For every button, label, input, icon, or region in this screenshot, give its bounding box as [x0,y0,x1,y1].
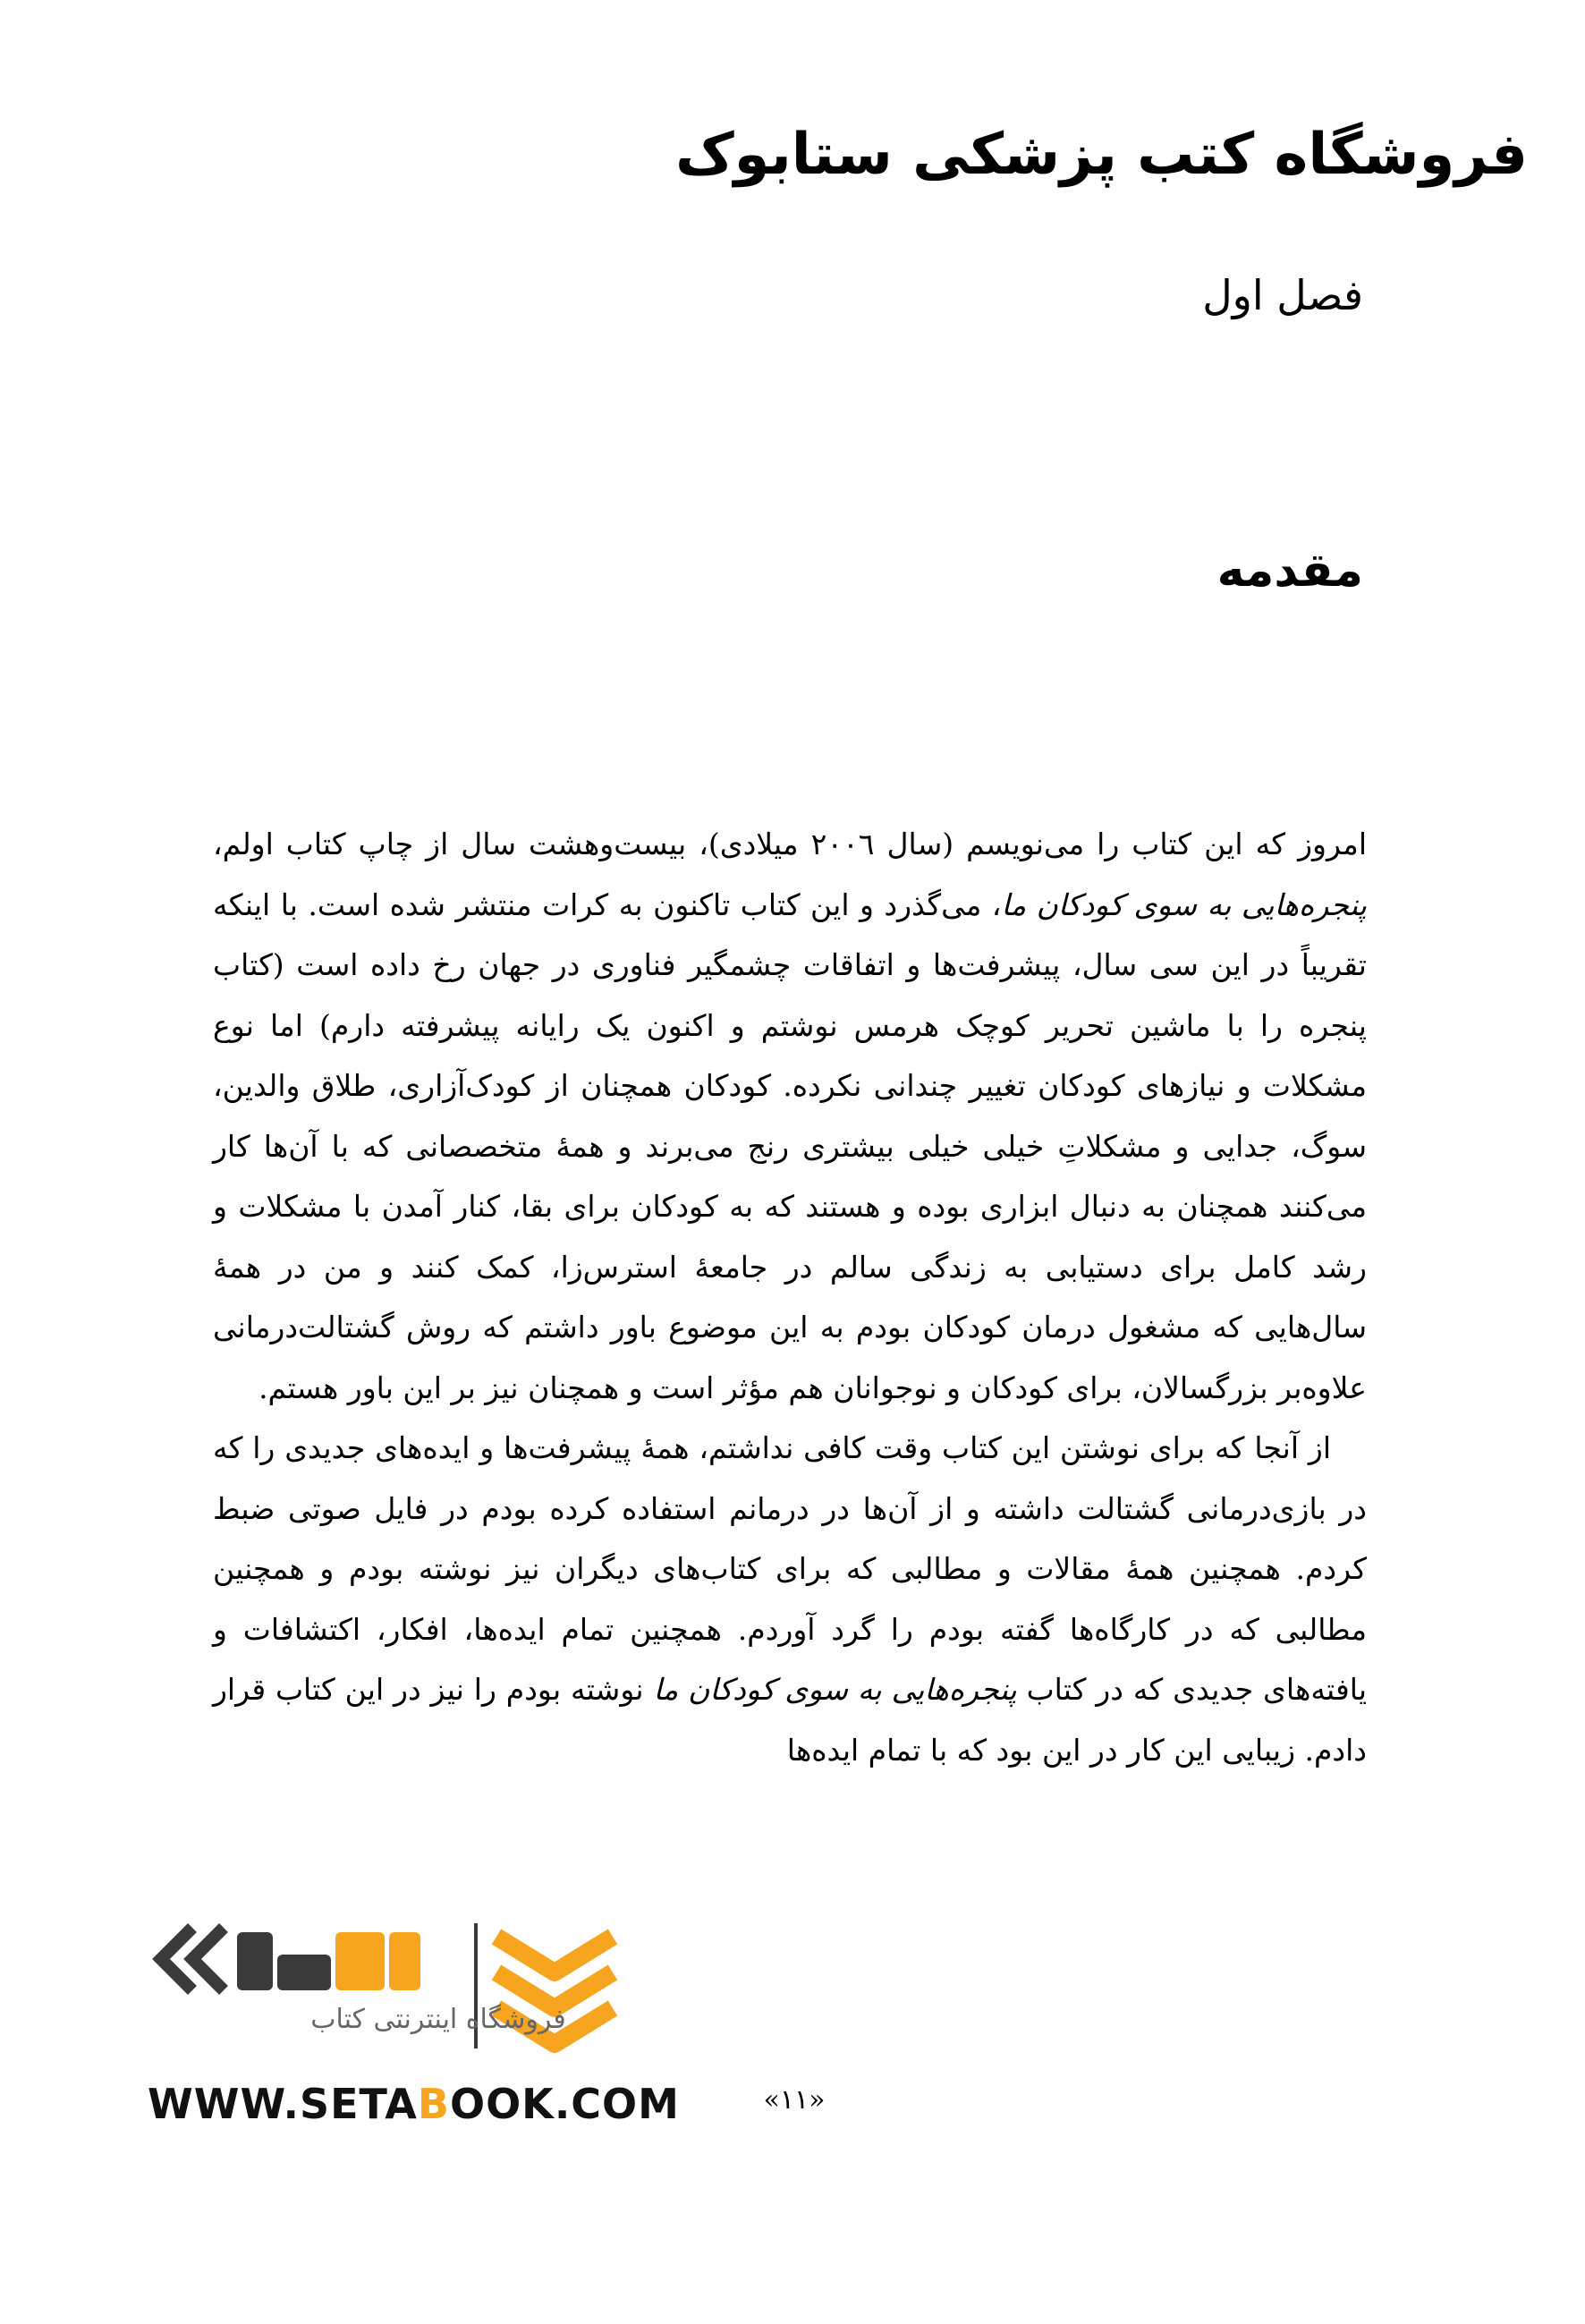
paragraph-1 [213,814,1367,1418]
paragraph-2-part-a: از آنجا که برای نوشتن این کتاب وقت کافی نداشتم، همهٔ پیشرفت‌ها و ایده‌های جدیدی را که در بازی‌درمانی گشتالت داشته و از آن‌ها در درمانم استفاده کرده بودم در فایل صوتی ضبط کردم. همچنین همهٔ مقالات و مطالبی که برای کتاب‌های دیگران نیز نوشته بودم و همچنین مطالبی که در کارگاه‌ها گفته بودم را گرد آوردم. همچنین تمام ایده‌ها، افکار، اکتشافات و یافته‌های جدیدی که در کتاب [213,1430,1368,1707]
chapter-label: فصل اول [1202,271,1363,319]
paragraph-2-part-c: نوشته بودم را نیز در این کتاب قرار دادم. زیبایی این کار در این بود که با تمام ایده‌ها [213,1672,1367,1768]
website-url [148,2080,680,2128]
store-title: فروشگاه کتب پزشکی ستابوک [675,122,1528,188]
section-heading: مقدمه [1216,544,1363,598]
logo-tagline: فروشگاه اینترنتی کتاب [310,2004,566,2035]
url-part-1: WWW.SETA [148,2080,418,2128]
url-part-2: B [417,2080,450,2128]
url-part-3: OOK.COM [449,2080,680,2128]
paragraph-1-part-a: امروز که این کتاب را می‌نویسم (سال ۲۰۰٦ میلادی)، بیست‌وهشت سال از چاپ کتاب اولم، [213,827,1367,861]
page-number: «۱۱» [763,2084,826,2116]
book-title-italic: پنجره‌هایی به سوی کودکان ما [1001,886,1367,922]
book-title-italic: پنجره‌هایی به سوی کودکان ما [653,1672,1017,1707]
body-text [213,814,1367,1780]
paragraph-2 [213,1418,1367,1780]
setabook-logo [143,1905,769,2084]
paragraph-1-part-c: ، می‌گذرد و این کتاب تاکنون به کرات منتشر شده است. با اینکه تقریباً در این سی سال، پیشرفت‌ها و اتفاقات چشمگیر فناوری در جهان رخ داده است (کتاب پنجره را با ماشین تحریر کوچک هرمس نوشتم و اکنون یک رایانه پیشرفته دارم) اما نوع مشکلات و نیازهای کودکان تغییر چندانی نکرده. کودکان همچنان از کودک‌آزاری، طلاق والدین، سوگ، جدایی و مشکلاتِ خیلی خیلی بیشتری رنج می‌برند و همهٔ متخصصانی که با آن‌ها کار می‌کنند همچنان به دنبال ابزاری بوده و هستند که به کودکان برای بقا، کنار آمدن با مشکلات و رشد کامل برای دستیابی به زندگی سالم در جامعهٔ استرس‌زا، کمک کنند و من در همهٔ سال‌هایی که مشغول درمان کودکان بودم به این موضوع باور داشتم که روش گشتالت‌درمانی علاوه‌بر بزرگسالان، برای کودکان و نوجوانان هم مؤثر است و همچنان نیز بر این باور هستم. [213,886,1367,1405]
